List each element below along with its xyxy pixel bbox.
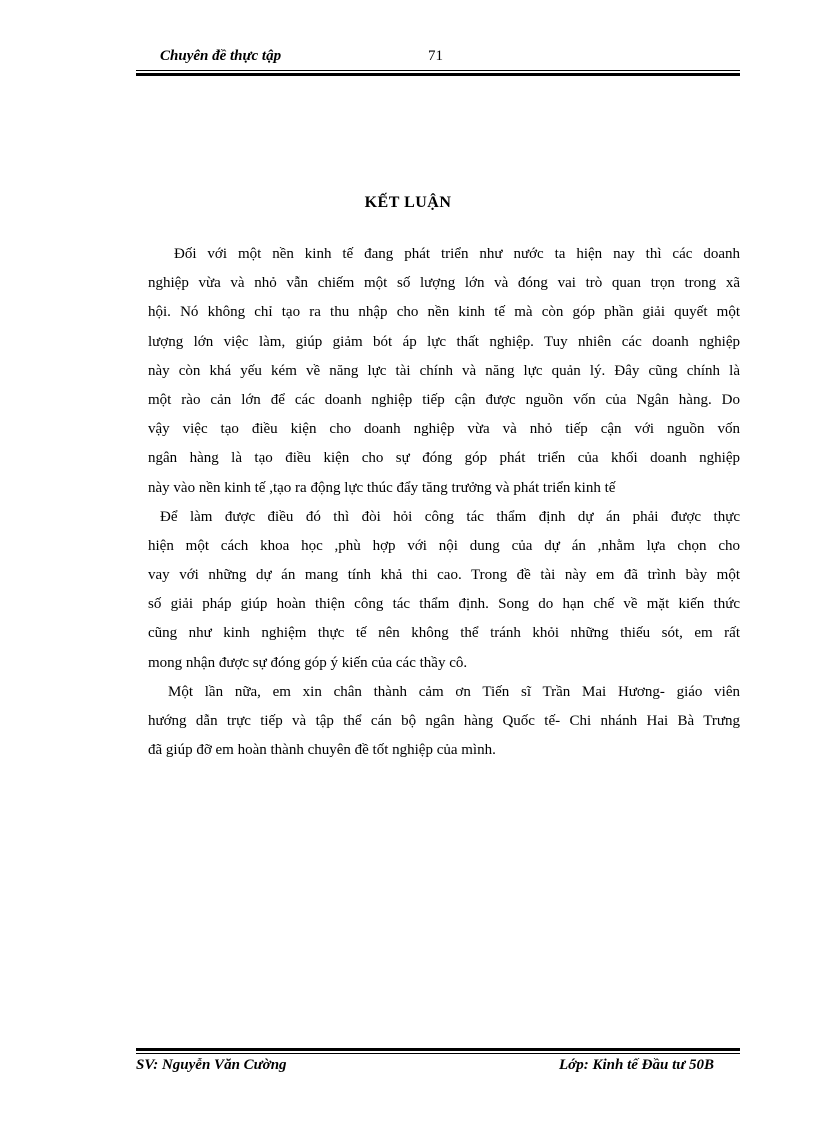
- paragraph-line: cũng như kinh nghiệm thực tế nên không thể tránh khỏi những thiếu sót, em rất: [148, 625, 740, 642]
- footer-rule-thin: [136, 1053, 740, 1054]
- paragraph-line: một rào cản lớn để các doanh nghiệp tiếp cận được nguồn vốn của Ngân hàng. Do: [148, 391, 740, 408]
- paragraph-line: đã giúp đỡ em hoàn thành chuyên đề tốt nghiệp của mình.: [148, 742, 496, 759]
- student-name: SV: Nguyễn Văn Cường: [136, 1057, 287, 1073]
- class-name: Lớp: Kinh tế Đầu tư 50B: [559, 1057, 714, 1073]
- paragraph-line: nghiệp vừa và nhỏ vẫn chiếm một số lượng lớn và đóng vai trò quan trọn trong xã: [148, 275, 740, 292]
- document-heading: KẾT LUẬN: [364, 194, 452, 211]
- paragraph-line: lượng lớn việc làm, giúp giảm bót áp lực thất nghiệp. Tuy nhiên các doanh nghiệp: [148, 333, 740, 350]
- paragraph-line: số giải pháp giúp hoàn thiện công tác thẩm định. Song do hạn chế về mặt kiến thức: [148, 596, 740, 613]
- paragraph-line: Một lần nữa, em xin chân thành cảm ơn Tiến sĩ Trần Mai Hương- giáo viên: [168, 683, 740, 700]
- paragraph-line: mong nhận được sự đóng góp ý kiến của các thầy cô.: [148, 654, 468, 671]
- page-header: [136, 48, 740, 68]
- paragraph-line: Đối với một nền kinh tế đang phát triển như nước ta hiện nay thì các doanh: [174, 246, 740, 262]
- page-number: 71: [428, 48, 443, 64]
- paragraph-line: Để làm được điều đó thì đòi hỏi công tác thẩm định dự án phải được thực: [160, 508, 740, 525]
- paragraph-line: này còn khá yếu kém về năng lực tài chính và năng lực quản lý. Đây cũng chính là: [148, 362, 740, 379]
- paragraph-line: vậy việc tạo điều kiện cho doanh nghiệp vừa và nhỏ tiếp cận với nguồn vốn: [148, 421, 740, 438]
- header-rule-thick: [136, 73, 740, 76]
- paragraph-line: ngân hàng là tạo điều kiện cho sự đóng góp phát triển của khối doanh nghiệp: [148, 450, 740, 467]
- page-footer: [136, 1057, 740, 1077]
- header-title: Chuyên đề thực tập: [160, 48, 282, 64]
- paragraph-line: này vào nền kinh tế ,tạo ra động lực thúc đẩy tăng trưởng và phát triển kinh tế: [148, 479, 616, 496]
- paragraph-line: vay với những dự án mang tính khả thi cao. Trong đề tài này em đã trình bày một: [148, 567, 740, 584]
- paragraph-line: hướng dẫn trực tiếp và tập thể cán bộ ngân hàng Quốc tế- Chi nhánh Hai Bà Trưng: [148, 713, 740, 729]
- footer-rule-thick: [136, 1048, 740, 1051]
- paragraph-line: hiện một cách khoa học ,phù hợp với nội dung của dự án ,nhằm lựa chọn cho: [148, 537, 740, 554]
- header-rule-thin: [136, 70, 740, 71]
- document-body: [148, 240, 740, 765]
- paragraph-line: hội. Nó không chỉ tạo ra thu nhập cho nền kinh tế mà còn góp phần giải quyết một: [148, 304, 740, 321]
